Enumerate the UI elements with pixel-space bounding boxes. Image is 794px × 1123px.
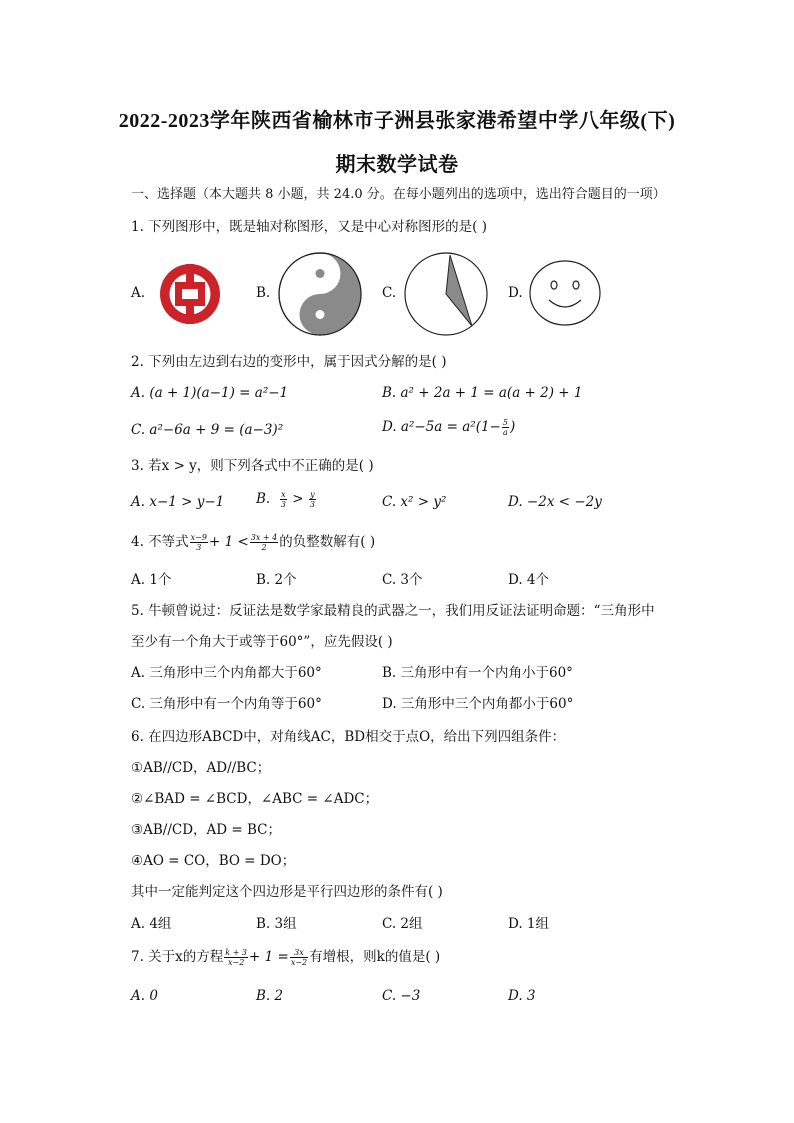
q6-option-b: B. 3组 [256,916,297,932]
q4-option-a: A. 1个 [131,572,172,588]
q3-option-c: C. x² > y² [382,494,447,510]
q2-option-c: C. a²−6a + 9 = (a−3)² [131,422,284,438]
question-5-stem-line1: 5. 牛顿曾说过：反证法是数学家最精良的武器之一，我们用反证法证明命题：“三角形中 [131,603,655,619]
q6-option-c: C. 2组 [382,916,423,932]
q4-option-c: C. 3个 [382,572,423,588]
q7-option-b: B. 2 [256,988,284,1004]
bank-logo-icon [150,256,230,332]
q1-option-b-label: B. [256,285,271,301]
section-heading: 一、选择题（本大题共 8 小题，共 24.0 分。在每小题列出的选项中，选出符合题目的一项） [131,187,666,202]
q1-option-a-label: A. [131,285,146,301]
q7-option-a: A. 0 [131,988,158,1004]
question-5-stem-line2: 至少有一个角大于或等于60°”，应先假设( ) [131,634,393,650]
question-2-stem: 2. 下列由左边到右边的变形中，属于因式分解的是( ) [131,354,447,370]
q1-option-d-label: D. [508,285,523,301]
q6-ask: 其中一定能判定这个四边形是平行四边形的条件有( ) [131,884,443,900]
q6-condition-2: ②∠BAD = ∠BCD，∠ABC = ∠ADC； [131,791,379,807]
yin-yang-icon [277,251,363,337]
question-6-stem: 6. 在四边形ABCD中，对角线AC，BD相交于点O，给出下列四组条件： [131,729,566,745]
smiley-face-icon [527,258,603,328]
exam-title-line1: 2022-2023学年陕西省榆林市子洲县张家港希望中学八年级(下) [118,110,676,132]
q1-option-c-label: C. [382,285,397,301]
clock-sector-icon [403,251,489,337]
q2-option-a: A. (a + 1)(a−1) = a²−1 [131,385,289,401]
q3-option-b: B. $\frac{x}{3}$ > $\frac{y}{3}$ [256,490,315,509]
q3-option-a: A. x−1 > y−1 [131,494,225,510]
q6-condition-4: ④AO = CO，BO = DO； [131,853,296,869]
q6-condition-1: ①AB//CD，AD//BC； [131,760,271,776]
question-7-stem: 7. 关于x的方程 $\frac{k + 3}{x-2}$ + 1 = $\frac{3x}{x-2}$ 有增根，则k的值是( ) [131,948,441,967]
exam-title-line2: 期末数学试卷 [335,154,459,176]
question-4-stem: 4. 不等式 $\frac{x-9}{3}$ + 1 < $\frac{3x + 4}{2}$ 的负整数解有( ) [131,533,376,552]
q7-option-d: D. 3 [508,988,536,1004]
q7-option-c: C. −3 [382,988,421,1004]
q5-option-a: A. 三角形中三个内角都大于60° [131,665,322,681]
q4-option-b: B. 2个 [256,572,297,588]
q6-option-d: D. 1组 [508,916,550,932]
question-1-stem: 1. 下列图形中，既是轴对称图形，又是中心对称图形的是( ) [131,219,487,235]
q2-option-b: B. a² + 2a + 1 = a(a + 2) + 1 [382,385,583,401]
q2-option-d: D. a²−5a = a²(1− $\frac{5}{a}$ ) [382,418,516,437]
q5-option-d: D. 三角形中三个内角都小于60° [382,696,574,712]
q6-option-a: A. 4组 [131,916,172,932]
q6-condition-3: ③AB//CD，AD = BC； [131,822,281,838]
q3-option-d: D. −2x < −2y [508,494,602,510]
q4-option-d: D. 4个 [508,572,550,588]
q2-d-fraction: $\frac{5}{a}$ [502,418,508,437]
question-3-stem: 3. 若x > y，则下列各式中不正确的是( ) [131,458,374,474]
q5-option-c: C. 三角形中有一个内角等于60° [131,696,322,712]
q2-d-text: D. a²−5a = a²(1− [382,419,501,435]
q5-option-b: B. 三角形中有一个内角小于60° [382,665,573,681]
